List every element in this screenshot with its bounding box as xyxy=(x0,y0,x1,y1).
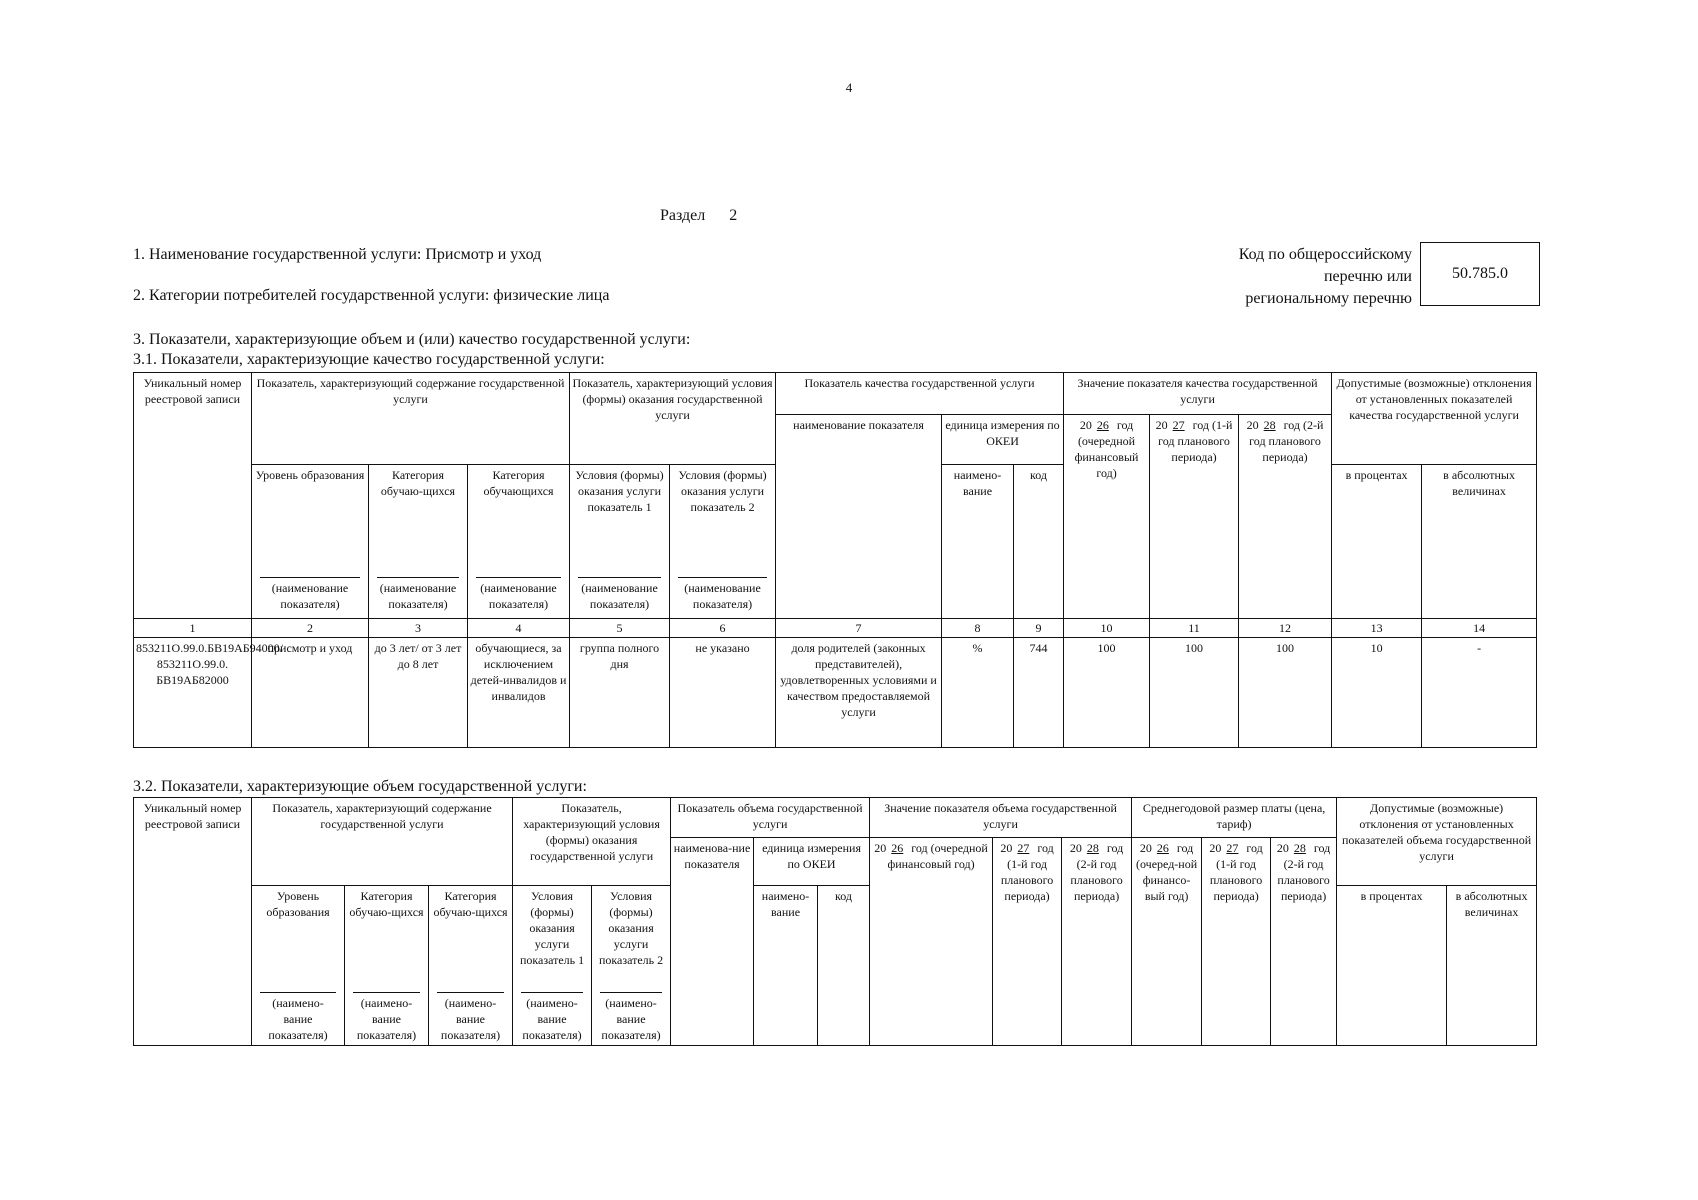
column-number: 6 xyxy=(670,619,776,638)
section-heading xyxy=(660,207,737,225)
header-content-indicator: Показатель, характеризующий содержание государственной услуги xyxy=(252,798,513,886)
column-number: 10 xyxy=(1064,619,1150,638)
cell-unit: % xyxy=(942,638,1014,748)
year-label: год (очередной финансовый год) xyxy=(1074,418,1139,480)
header-fee-year-3 xyxy=(1271,838,1337,1046)
indicator-name-caption: (наимено-вание показателя) xyxy=(592,990,671,1046)
header-year-3 xyxy=(1239,415,1332,619)
header-unique-number: Уникальный номер реестровой записи xyxy=(134,798,252,1046)
code-label-line: Код по общероссийскому xyxy=(1238,246,1412,263)
column-number: 1 xyxy=(134,619,252,638)
registry-code-box xyxy=(1420,242,1540,306)
header-edu-level: Уровень образования xyxy=(252,886,345,990)
year-prefix: 20 xyxy=(1276,841,1289,855)
column-number: 4 xyxy=(468,619,570,638)
section-number: 2 xyxy=(729,207,738,224)
consumer-category: 2. Категории потребителей государственной услуги: физические лица xyxy=(133,287,610,304)
column-number: 13 xyxy=(1332,619,1422,638)
year-suffix: 26 xyxy=(891,841,904,855)
header-indicator-name: наименование показателя xyxy=(776,415,942,619)
header-unit-code: код xyxy=(818,886,870,1046)
year-suffix: 27 xyxy=(1172,418,1185,432)
code-label-line: региональному перечню xyxy=(1245,290,1412,307)
header-fee-year-2 xyxy=(1202,838,1271,1046)
header-volume-indicator: Показатель объема государственной услуги xyxy=(671,798,870,838)
header-category-1: Категория обучаю-щихся xyxy=(345,886,429,990)
table-row xyxy=(134,638,1537,748)
code-label xyxy=(1192,244,1412,310)
indicators-heading: 3. Показатели, характеризующие объем и (или) качество государственной услуги: xyxy=(133,331,691,348)
header-edu-level: Уровень образования xyxy=(252,465,369,575)
header-quality-indicator: Показатель качества государственной услуги xyxy=(776,373,1064,415)
header-value-year-3 xyxy=(1062,838,1132,1046)
header-okei-unit: единица измерения по ОКЕИ xyxy=(942,415,1064,465)
year-label: год (1-й год планового периода) xyxy=(1158,418,1233,464)
header-deviation: Допустимые (возможные) отклонения от установленных показателей объема государственной услуги xyxy=(1337,798,1537,886)
volume-heading: 3.2. Показатели, характеризующие объем государственной услуги: xyxy=(133,778,587,795)
year-label: год (1-й год планового периода) xyxy=(1000,841,1054,903)
header-value-year-1 xyxy=(870,838,993,1046)
header-okei-unit: единица измерения по ОКЕИ xyxy=(754,838,870,886)
header-quality-value: Значение показателя качества государственной услуги xyxy=(1064,373,1332,415)
column-number: 11 xyxy=(1150,619,1239,638)
year-prefix: 20 xyxy=(1000,841,1013,855)
column-number-row xyxy=(134,619,1537,638)
year-label: год (2-й год планового периода) xyxy=(1277,841,1331,903)
column-number: 3 xyxy=(369,619,468,638)
indicator-name-caption: (наимено-вание показателя) xyxy=(429,990,513,1046)
indicator-name-caption: (наименование показателя) xyxy=(252,575,369,619)
header-condition-2: Условия (формы) оказания услуги показатель 2 xyxy=(592,886,671,990)
year-prefix: 20 xyxy=(1246,418,1259,432)
year-label: год (очеред-ной финансо-вый год) xyxy=(1135,841,1198,903)
header-condition-2: Условия (формы) оказания услуги показатель 2 xyxy=(670,465,776,575)
header-unit-name: наимено-вание xyxy=(754,886,818,1046)
year-suffix: 27 xyxy=(1017,841,1030,855)
year-suffix: 28 xyxy=(1293,841,1306,855)
cell-category-2: обучающиеся, за исключением детей-инвалидов и инвалидов xyxy=(468,638,570,748)
header-deviation-percent: в процентах xyxy=(1332,465,1422,619)
header-category-1: Категория обучаю-щихся xyxy=(369,465,468,575)
cell-edu-level: присмотр и уход xyxy=(252,638,369,748)
header-conditions-indicator: Показатель, характеризующий условия (формы) оказания государственной услуги xyxy=(513,798,671,886)
header-volume-value: Значение показателя объема государственной услуги xyxy=(870,798,1132,838)
cell-condition-1: группа полного дня xyxy=(570,638,670,748)
section-label: Раздел xyxy=(660,207,706,224)
year-prefix: 20 xyxy=(874,841,887,855)
service-name: 1. Наименование государственной услуги: Присмотр и уход xyxy=(133,246,542,263)
volume-indicators-table xyxy=(133,797,1537,1046)
header-conditions-indicator: Показатель, характеризующий условия (формы) оказания государственной услуги xyxy=(570,373,776,465)
header-unit-name: наимено-вание xyxy=(942,465,1014,619)
indicator-name-caption: (наимено-вание показателя) xyxy=(345,990,429,1046)
header-value-year-2 xyxy=(993,838,1062,1046)
year-label: год (очередной финансовый год) xyxy=(887,841,988,871)
quality-indicators-table xyxy=(133,372,1537,748)
header-deviation: Допустимые (возможные) отклонения от установленных показателей качества государственной услуги xyxy=(1332,373,1537,465)
registry-code: 50.785.0 xyxy=(1452,265,1508,282)
header-category-2: Категория обучаю-щихся xyxy=(429,886,513,990)
header-deviation-percent: в процентах xyxy=(1337,886,1447,1046)
indicator-name-caption: (наименование показателя) xyxy=(570,575,670,619)
column-number: 12 xyxy=(1239,619,1332,638)
code-label-line: перечню или xyxy=(1323,268,1412,285)
year-prefix: 20 xyxy=(1139,841,1152,855)
year-suffix: 27 xyxy=(1226,841,1239,855)
header-year-1 xyxy=(1064,415,1150,619)
year-label: год (2-й год планового периода) xyxy=(1249,418,1324,464)
indicator-name-caption: (наименование показателя) xyxy=(369,575,468,619)
year-label: год (1-й год планового периода) xyxy=(1209,841,1263,903)
header-condition-1: Условия (формы) оказания услуги показатель 1 xyxy=(570,465,670,575)
year-prefix: 20 xyxy=(1079,418,1092,432)
indicator-name-caption: (наимено-вание показателя) xyxy=(513,990,592,1046)
year-prefix: 20 xyxy=(1069,841,1082,855)
header-indicator-name: наименова-ние показателя xyxy=(671,838,754,1046)
year-prefix: 20 xyxy=(1209,841,1222,855)
year-suffix: 28 xyxy=(1263,418,1276,432)
cell-value-3: 100 xyxy=(1239,638,1332,748)
cell-category-1: до 3 лет/ от 3 лет до 8 лет xyxy=(369,638,468,748)
header-condition-1: Условия (формы) оказания услуги показатель 1 xyxy=(513,886,592,990)
cell-indicator: доля родителей (законных представителей), удовлетворенных условиями и качеством предоставляемой услуги xyxy=(776,638,942,748)
page-number: 4 xyxy=(845,80,853,95)
column-number: 2 xyxy=(252,619,369,638)
year-suffix: 26 xyxy=(1096,418,1109,432)
year-label: год (2-й год планового периода) xyxy=(1070,841,1124,903)
column-number: 14 xyxy=(1422,619,1537,638)
header-unique-number: Уникальный номер реестровой записи xyxy=(134,373,252,619)
cell-value-2: 100 xyxy=(1150,638,1239,748)
cell-unique-number: 853211О.99.0.БВ19АБ94000/ 853211О.99.0. БВ19АБ82000 xyxy=(134,638,252,748)
header-year-2 xyxy=(1150,415,1239,619)
column-number: 7 xyxy=(776,619,942,638)
cell-deviation-absolute: - xyxy=(1422,638,1537,748)
cell-value-1: 100 xyxy=(1064,638,1150,748)
header-fee: Среднегодовой размер платы (цена, тариф) xyxy=(1132,798,1337,838)
indicator-name-caption: (наименование показателя) xyxy=(670,575,776,619)
year-suffix: 26 xyxy=(1156,841,1169,855)
header-content-indicator: Показатель, характеризующий содержание государственной услуги xyxy=(252,373,570,465)
header-unit-code: код xyxy=(1014,465,1064,619)
year-prefix: 20 xyxy=(1155,418,1168,432)
year-suffix: 28 xyxy=(1086,841,1099,855)
header-fee-year-1 xyxy=(1132,838,1202,1046)
indicator-name-caption: (наимено-вание показателя) xyxy=(252,990,345,1046)
cell-condition-2: не указано xyxy=(670,638,776,748)
header-deviation-absolute: в абсолютных величинах xyxy=(1422,465,1537,619)
column-number: 9 xyxy=(1014,619,1064,638)
column-number: 8 xyxy=(942,619,1014,638)
header-deviation-absolute: в абсолютных величинах xyxy=(1447,886,1537,1046)
header-category-2: Категория обучающихся xyxy=(468,465,570,575)
cell-code: 744 xyxy=(1014,638,1064,748)
indicator-name-caption: (наименование показателя) xyxy=(468,575,570,619)
quality-heading: 3.1. Показатели, характеризующие качество государственной услуги: xyxy=(133,351,605,368)
column-number: 5 xyxy=(570,619,670,638)
cell-deviation-percent: 10 xyxy=(1332,638,1422,748)
